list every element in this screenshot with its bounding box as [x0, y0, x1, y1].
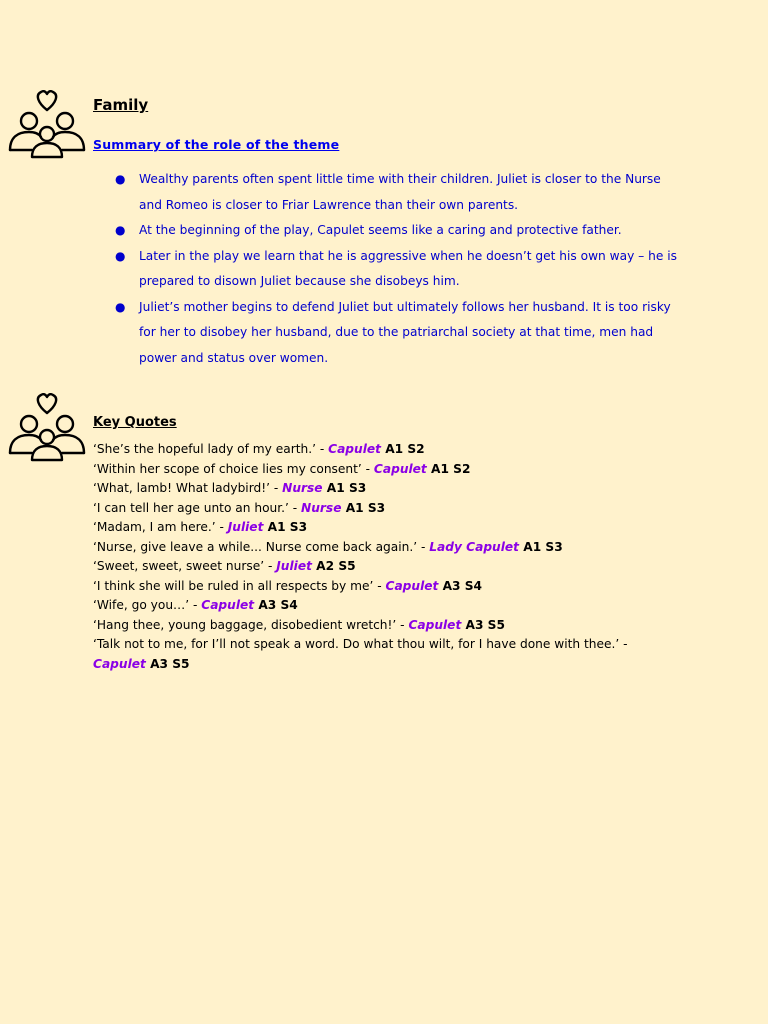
family-heart-icon [8, 393, 86, 465]
quote-speaker: Capulet [373, 461, 427, 476]
summary-list [93, 167, 683, 371]
bullet-icon: ● [115, 299, 126, 314]
quote-ref: A2 S5 [311, 559, 356, 573]
summary-point: Later in the play we learn that he is aggressive when he doesn’t get his own way – he is prepared to disown Juliet because she disobeys him. [139, 248, 677, 288]
section-heading-key-quotes: Key Quotes [93, 415, 177, 430]
bullet-icon: ● [115, 223, 126, 237]
quote-text: ‘Nurse, give leave a while... Nurse come back again.’ - [93, 539, 430, 554]
quote-text: ‘Wife, go you…’ - [93, 598, 202, 612]
quote-speaker: Lady Capulet [429, 539, 520, 554]
quote-line [93, 596, 683, 616]
quote-speaker: Nurse [282, 481, 323, 495]
quote-ref: A1 S3 [322, 481, 367, 495]
quote-line [93, 440, 683, 460]
quote-line [93, 557, 683, 577]
quote-text: ‘Talk not to me, for I’ll not speak a word. Do what thou wilt, for I have done with thee.’ - [93, 637, 628, 651]
quote-speaker: Capulet [93, 656, 146, 671]
quote-text: ‘Madam, I am here.’ - [93, 520, 228, 534]
family-heart-icon [8, 90, 86, 162]
quote-line [93, 499, 683, 519]
quote-ref: A1 S3 [341, 500, 386, 515]
quote-speaker: Capulet [408, 617, 462, 632]
quote-text: ‘What, lamb! What ladybird!’ - [93, 481, 283, 495]
quote-line [93, 479, 683, 499]
quote-line [93, 460, 683, 480]
bullet-icon: ● [115, 248, 126, 263]
quote-line [93, 518, 683, 538]
quote-ref: A3 S4 [254, 598, 298, 612]
quote-speaker: Nurse [301, 500, 342, 515]
summary-point: Juliet’s mother begins to defend Juliet but ultimately follows her husband. It is too risky for her to disobey her husband, due to the patriarchal society at that time, men had power and status over women. [139, 299, 671, 365]
quote-ref: A3 S5 [145, 656, 190, 671]
quotes-list [93, 440, 683, 674]
list-item [93, 295, 683, 372]
quote-line [93, 635, 683, 674]
section-heading-family: Family [93, 96, 149, 114]
quote-speaker: Capulet [201, 598, 255, 612]
quote-text: ‘Sweet, sweet, sweet nurse’ - [93, 559, 277, 573]
quote-ref: A1 S2 [380, 442, 425, 456]
summary-point: At the beginning of the play, Capulet seems like a caring and protective father. [139, 223, 622, 237]
quote-text: ‘She’s the hopeful lady of my earth.’ - [93, 442, 329, 456]
quote-speaker: Capulet [385, 578, 439, 593]
list-item [93, 244, 683, 295]
quote-text: ‘I can tell her age unto an hour.’ - [93, 500, 302, 515]
quote-ref: A1 S2 [426, 461, 471, 476]
quote-line [93, 616, 683, 636]
quote-speaker: Juliet [227, 520, 264, 534]
quote-ref: A1 S3 [519, 539, 563, 554]
quote-line [93, 577, 683, 597]
list-item [93, 218, 683, 244]
summary-point: Wealthy parents often spent little time with their children. Juliet is closer to the Nurse and Romeo is closer to Friar Lawrence than their own parents. [139, 172, 661, 212]
quote-ref: A1 S3 [263, 520, 308, 534]
quote-text: ‘Hang thee, young baggage, disobedient wretch!’ - [93, 617, 409, 632]
summary-heading-link[interactable]: Summary of the role of the theme [93, 137, 340, 152]
quote-text: ‘Within her scope of choice lies my consent’ - [93, 461, 374, 476]
quote-ref: A3 S4 [438, 578, 483, 593]
bullet-icon: ● [115, 172, 126, 186]
quote-line [93, 538, 683, 558]
quote-text: ‘I think she will be ruled in all respects by me’ - [93, 578, 386, 593]
list-item [93, 167, 683, 218]
quote-speaker: Capulet [328, 442, 381, 456]
quote-ref: A3 S5 [461, 617, 505, 632]
quote-speaker: Juliet [276, 559, 312, 573]
